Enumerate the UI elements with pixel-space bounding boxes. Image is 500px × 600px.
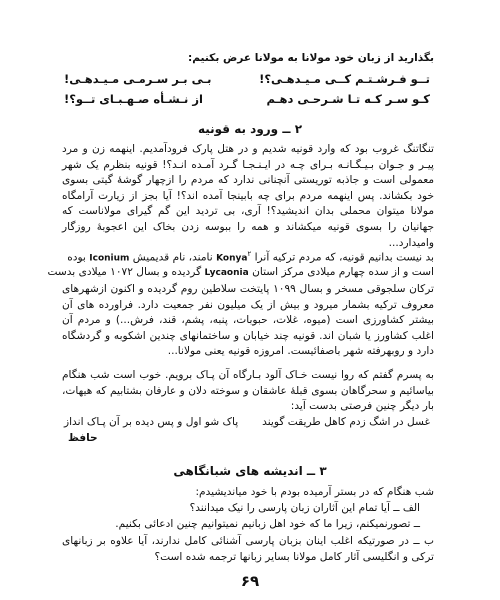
konya-sentence-start: بد نیست بدانیم قونیه، که مردم ترکیه آنرا <box>254 251 434 264</box>
konya-sentence-mid: نامند، نام قدیمیش <box>132 251 213 264</box>
poem-line <box>64 416 430 428</box>
section-3-heading: ۳ ــ اندیشه های شبانگاهی <box>173 464 327 478</box>
lycaonia-latin: Lycaonia <box>204 268 249 278</box>
section-2-paragraph-3: به پسرم گفتم که روا نیست خـاک آلود بـارگاه آن پـاک برویم. خوب است شب هنگام بیاسائیم و سحرگاهان بسوی قبلهٔ عاشقان و سوخته دلان و عارفان بشتابیم که هیهات، بار دیگر چنین فرصتی بدست آید: <box>62 369 434 413</box>
konya-latin: Konya <box>216 253 248 264</box>
lycaonia-sentence-end: گردیده و بسال ۱۰۷۲ میلادی بدست <box>47 266 202 278</box>
konya-sentence-end: بوده <box>67 251 86 264</box>
section-3-paragraph-1: شب هنگام که در بستر آرمیده بودم با خود میاندیشیدم: <box>195 486 434 498</box>
intro-line: بگذارید از زبان خود مولانا به مولانا عرض بکنیم: <box>187 52 434 64</box>
verse-2-right: کـو سـر کـه تـا شـرحـی دهـم <box>266 92 430 106</box>
poem-author: حافظ <box>68 432 98 444</box>
verse-2-left: از نـشـأه صـهـبـای تــو؟! <box>64 92 203 106</box>
iconium-latin: Iconium <box>89 253 130 264</box>
lycaonia-sentence-start: است و از سده چهارم میلادی مرکز استان <box>252 266 434 278</box>
section-2-paragraph-2-line-2 <box>47 266 434 278</box>
question-b: ب ــ در صورتیکه اغلب اینان بزبان پارسی آشنائی کامل ندارند، آیا علاوه بر زبانهای ترکی و انگلیسی آثار کامل مولانا بسایر زبانها ترجمه شده است؟ <box>62 535 434 563</box>
section-2-paragraph-1: تنگاتنگ غروب بود که وارد قونیه شدیم و در هتل پارک فرودآمدیم. اینهمه زن و مرد پیـر و جـوان بـیـگـانـه بـرای چـه در ایـنـجـا گـرد آمـده انـد؟! قونیه بنظرم یک شهر معمولی است و جاذبه توریستی آنچنانی ندارد که مردم را ازچهار گوشهٔ گیتی بسوی خود بکشاند. پس اینهمه مردم برای چه بابینجا آمده اند؟! آیا بجز از زیارت آرامگاه مولانا میتوان محملی بدان اندیشید؟! آری، بی تردید این گم گیرای مولاناست که جهانیان را بسوی قونیه میکشاند و همه را ببوسه زدن بخاک این اعجوبهٔ روزگار وامیدارد... <box>62 143 434 249</box>
poem-right: غسل در اشگ زدم کاهل طریقت گویند <box>262 416 430 428</box>
section-2-paragraph-2-rest: ترکان سلجوقی مسخر و بسال ۱۰۹۹ پایتخت سلاطین روم گردیده و اکنون ازشهرهای معروف ترکیه بشمار میرود و بیش از یک میلیون نفر جمعیت دارد. فراورده های آن بیشتر کشاورزی است (میوه، غلات، حبوبات، پنبه، پشم، قند، فرش...) و مردم آن اغلب کشاورز یا شبان اند. قونیه چند خیابان و ساختمانهای چندین اشکوبه و گردشگاه دارد و روبهرفته شهر باصفائیست. امروزه قونیه یعنی مولانا... <box>62 283 434 358</box>
verse-1-left: بـی بـر سـرمـی مـیـدهـی! <box>64 72 212 86</box>
section-2-paragraph-2-line-1 <box>62 250 434 264</box>
verse-row-2 <box>64 92 430 110</box>
footnote-marker: ۲ <box>247 250 252 258</box>
section-2-heading: ۲ ــ ورود به قونیه <box>197 122 303 136</box>
question-a: الف ــ آیا تمام این آثاران زبان پارسی را نیک میدانند؟ <box>189 502 420 514</box>
verse-1-right: تــو فـرشـتـم کــی مـیـدهـی؟! <box>259 72 430 86</box>
verse-row-1 <box>64 72 430 90</box>
poem-left: پاک شو اول و پس دیده بر آن پـاک انداز <box>64 416 239 428</box>
answer-a: ــ تصورنمیکنم، زیرا ما که خود اهل زبانیم نمیتوانیم چنین ادعائی بکنیم. <box>115 518 420 530</box>
page-number: ۶۹ <box>240 572 260 590</box>
